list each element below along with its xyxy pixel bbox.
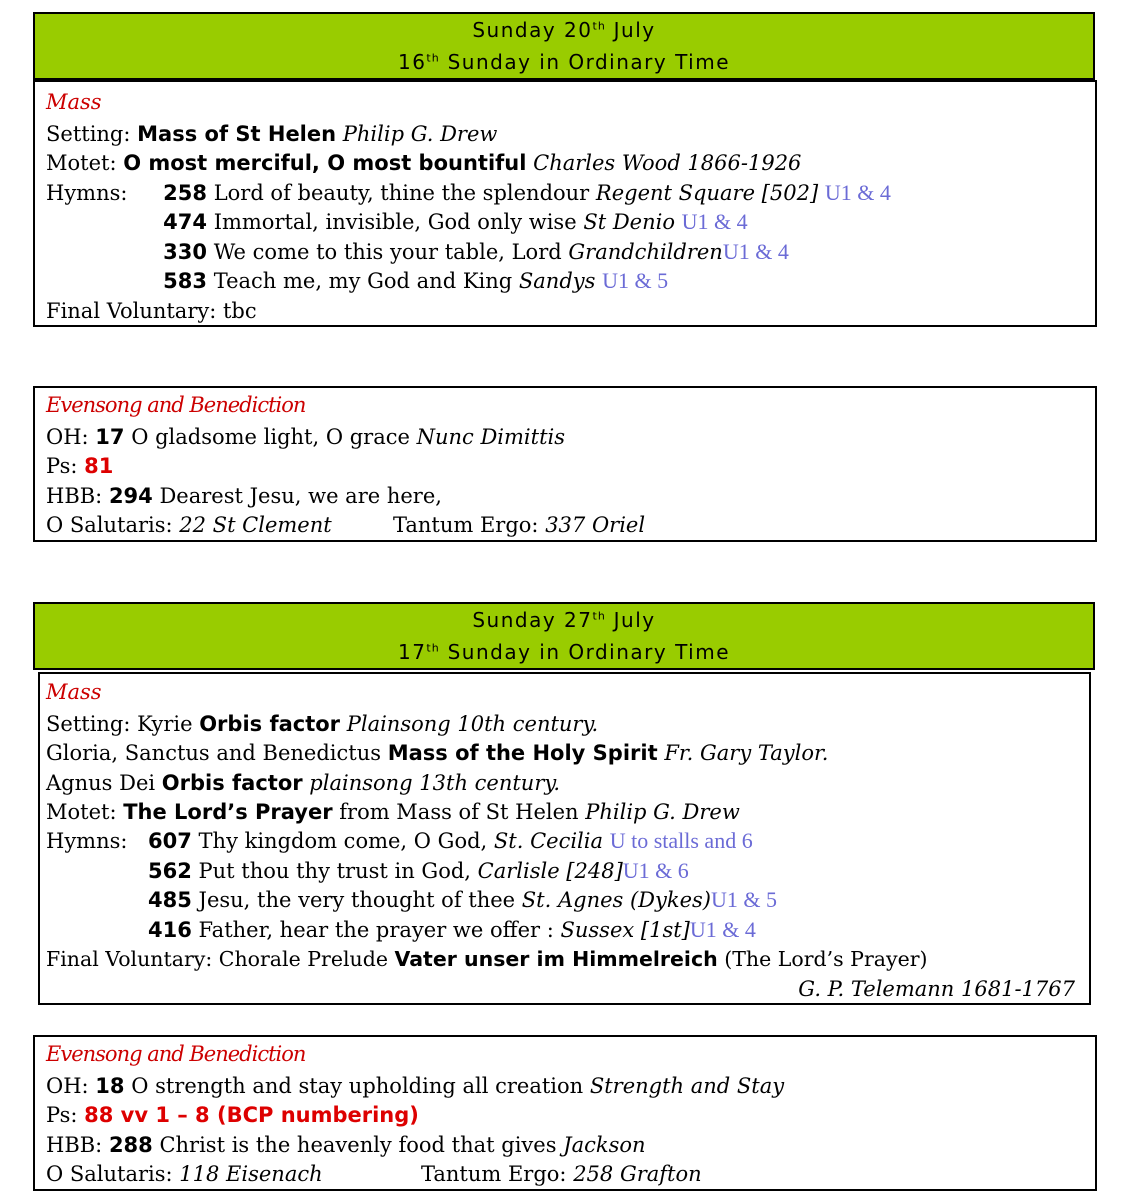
- week1-hymn-row: 330 We come to this your table, Lord GrandchildrenU1 & 4: [163, 239, 789, 264]
- week2-sunday-title: 17th Sunday in Ordinary Time: [397, 640, 731, 664]
- week1-mass-setting: Setting: Mass of St Helen Philip G. Drew: [46, 122, 498, 146]
- week2-mass-box: [38, 672, 1091, 1005]
- week1-evensong-psalm: Ps: 81: [46, 454, 114, 478]
- week2-evensong-psalm: Ps: 88 vv 1 – 8 (BCP numbering): [46, 1103, 419, 1127]
- week2-mass-gloria: Gloria, Sanctus and Benedictus Mass of the Holy Spirit Fr. Gary Taylor.: [46, 741, 829, 765]
- week2-header: [33, 602, 1095, 670]
- week2-mass-motet: Motet: The Lord’s Prayer from Mass of St Helen Philip G. Drew: [46, 800, 740, 824]
- week2-hymn-row: 485 Jesu, the very thought of thee St. Agnes (Dykes)U1 & 5: [148, 887, 777, 912]
- week2-hymn-row: 607 Thy kingdom come, O God, St. Cecilia U to stalls and 6: [148, 828, 753, 853]
- week1-evensong-title: Evensong and Benediction: [46, 393, 306, 417]
- week2-final-voluntary: Final Voluntary: Chorale Prelude Vater unser im Himmelreich (The Lord’s Prayer): [46, 947, 928, 971]
- week1-date: Sunday 20th July: [472, 18, 656, 42]
- week2-evensong-hbb: HBB: 288 Christ is the heavenly food that gives Jackson: [46, 1133, 646, 1157]
- week2-evensong-title: Evensong and Benediction: [46, 1042, 306, 1066]
- week2-evensong-oh: OH: 18 O strength and stay upholding all creation Strength and Stay: [46, 1074, 785, 1098]
- week2-mass-agnus: Agnus Dei Orbis factor plainsong 13th century.: [46, 771, 561, 795]
- week2-evensong-o-salutaris: O Salutaris: 118 Eisenach: [46, 1162, 323, 1186]
- week1-evensong-tantum-ergo: Tantum Ergo: 337 Oriel: [393, 513, 646, 537]
- week1-mass-box: [33, 80, 1097, 327]
- week2-hymn-row: 562 Put thou thy trust in God, Carlisle [248]U1 & 6: [148, 858, 689, 883]
- week1-hymn-row: 583 Teach me, my God and King Sandys U1 & 5: [163, 268, 669, 293]
- week1-sunday-title: 16th Sunday in Ordinary Time: [397, 50, 731, 74]
- week1-evensong-box: [33, 386, 1097, 542]
- week1-evensong-o-salutaris: O Salutaris: 22 St Clement: [46, 513, 332, 537]
- week2-date: Sunday 27th July: [472, 608, 656, 632]
- week2-hymns-label: Hymns:: [46, 829, 128, 853]
- week2-hymn-row: 416 Father, hear the prayer we offer : Sussex [1st]U1 & 4: [148, 917, 756, 942]
- week1-header: [33, 12, 1095, 80]
- week2-mass-title: Mass: [46, 680, 102, 704]
- week2-mass-setting: Setting: Kyrie Orbis factor Plainsong 10th century.: [46, 712, 599, 736]
- week2-evensong-box: [33, 1035, 1097, 1191]
- week1-final-voluntary: Final Voluntary: tbc: [46, 299, 257, 323]
- week1-hymns-label: Hymns:: [46, 181, 128, 205]
- week1-evensong-hbb: HBB: 294 Dearest Jesu, we are here,: [46, 484, 442, 508]
- week1-hymn-row: 258 Lord of beauty, thine the splendour Regent Square [502] U1 & 4: [163, 180, 891, 205]
- week1-mass-title: Mass: [46, 90, 102, 114]
- week1-evensong-oh: OH: 17 O gladsome light, O grace Nunc Dimittis: [46, 425, 566, 449]
- week1-hymn-row: 474 Immortal, invisible, God only wise St Denio U1 & 4: [163, 209, 748, 234]
- week2-evensong-tantum-ergo: Tantum Ergo: 258 Grafton: [421, 1162, 702, 1186]
- week2-voluntary-composer: G. P. Telemann 1681-1767: [798, 977, 1075, 1001]
- week1-mass-motet: Motet: O most merciful, O most bountiful Charles Wood 1866-1926: [46, 151, 802, 175]
